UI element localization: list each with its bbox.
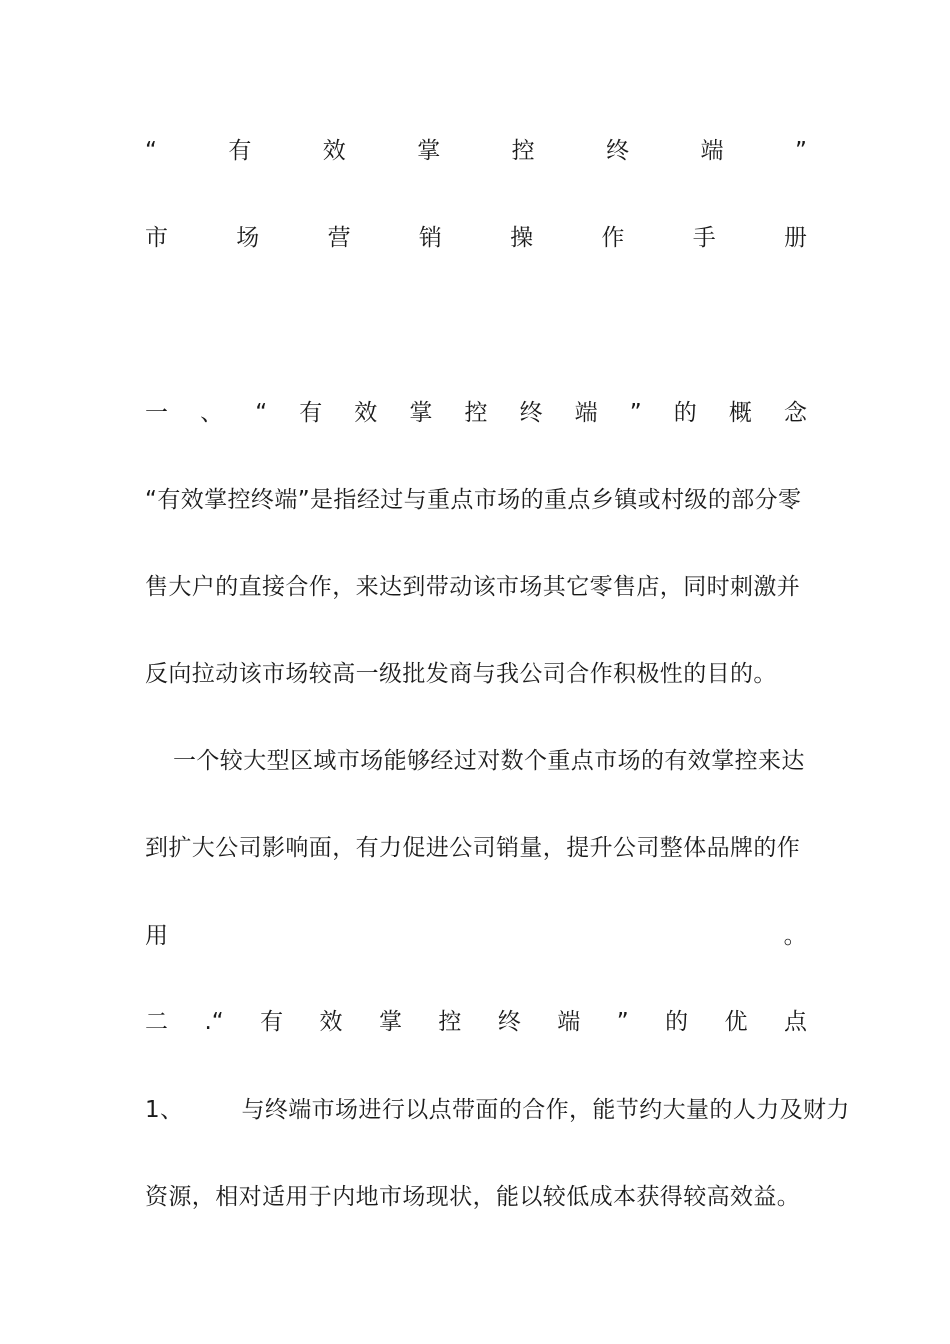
- heading-char: 端: [557, 1009, 581, 1035]
- heading-char: .“: [204, 1009, 224, 1035]
- paragraph-line: “有效掌控终端”是指经过与重点市场的重点乡镇或村级的部分零: [145, 487, 802, 513]
- paragraph-line: 一个较大型区域市场能够经过对数个重点市场的有效掌控来达: [173, 748, 805, 774]
- paragraph-end-mark: 。: [783, 923, 807, 949]
- heading-char: 概: [728, 400, 752, 426]
- heading-char: 终: [519, 400, 543, 426]
- title-char: 销: [418, 225, 442, 251]
- title-char: 有: [228, 138, 252, 164]
- heading-char: “: [255, 400, 268, 426]
- heading-char: 控: [464, 400, 488, 426]
- title-line-2: [145, 220, 807, 256]
- title-char: 册: [783, 225, 807, 251]
- title-line-1: [145, 133, 807, 169]
- heading-char: 一: [145, 400, 168, 426]
- title-char: 控: [511, 138, 535, 164]
- list-item-1: [145, 1092, 850, 1128]
- heading-char: 效: [354, 400, 378, 426]
- heading-char: 端: [574, 400, 598, 426]
- heading-char: 念: [783, 400, 807, 426]
- title-char: 效: [322, 138, 346, 164]
- paragraph-line: 反向拉动该市场较高一级批发商与我公司合作积极性的目的。: [145, 661, 777, 687]
- paragraph-line: 售大户的直接合作，来达到带动该市场其它零售店，同时刺激并: [145, 574, 801, 600]
- title-char: ”: [794, 138, 807, 164]
- list-item-number: 1、: [145, 1097, 184, 1123]
- heading-char: 、: [200, 400, 224, 426]
- heading-char: ”: [616, 1009, 629, 1035]
- paragraph-last-char: 用: [145, 923, 169, 949]
- heading-char: 点: [783, 1009, 807, 1035]
- section-heading-1: [145, 395, 807, 431]
- title-char: 端: [700, 138, 724, 164]
- title-char: 终: [606, 138, 630, 164]
- title-char: 操: [510, 225, 534, 251]
- section-heading-2: [145, 1004, 807, 1040]
- heading-char: 二: [145, 1009, 168, 1035]
- paragraph-line: 资源，相对适用于内地市场现状，能以较低成本获得较高效益。: [145, 1184, 801, 1210]
- title-char: 场: [236, 225, 260, 251]
- heading-char: ”: [629, 400, 642, 426]
- title-char: 手: [692, 225, 716, 251]
- heading-char: 效: [319, 1009, 343, 1035]
- heading-char: 终: [497, 1009, 521, 1035]
- heading-char: 有: [260, 1009, 284, 1035]
- heading-char: 的: [665, 1009, 689, 1035]
- heading-char: 控: [438, 1009, 462, 1035]
- paragraph-line: 到扩大公司影响面，有力促进公司销量，提升公司整体品牌的作: [145, 835, 801, 861]
- title-char: 作: [601, 225, 625, 251]
- heading-char: 掌: [409, 400, 433, 426]
- heading-char: 的: [673, 400, 697, 426]
- heading-char: 有: [299, 400, 323, 426]
- title-char: “: [145, 138, 157, 164]
- paragraph-last-line: [145, 918, 807, 954]
- title-char: 市: [145, 225, 168, 251]
- heading-char: 掌: [378, 1009, 402, 1035]
- title-char: 营: [327, 225, 351, 251]
- title-char: 掌: [417, 138, 441, 164]
- list-item-text: 与终端市场进行以点带面的合作，能节约大量的人力及财力: [241, 1097, 850, 1123]
- heading-char: 优: [724, 1009, 748, 1035]
